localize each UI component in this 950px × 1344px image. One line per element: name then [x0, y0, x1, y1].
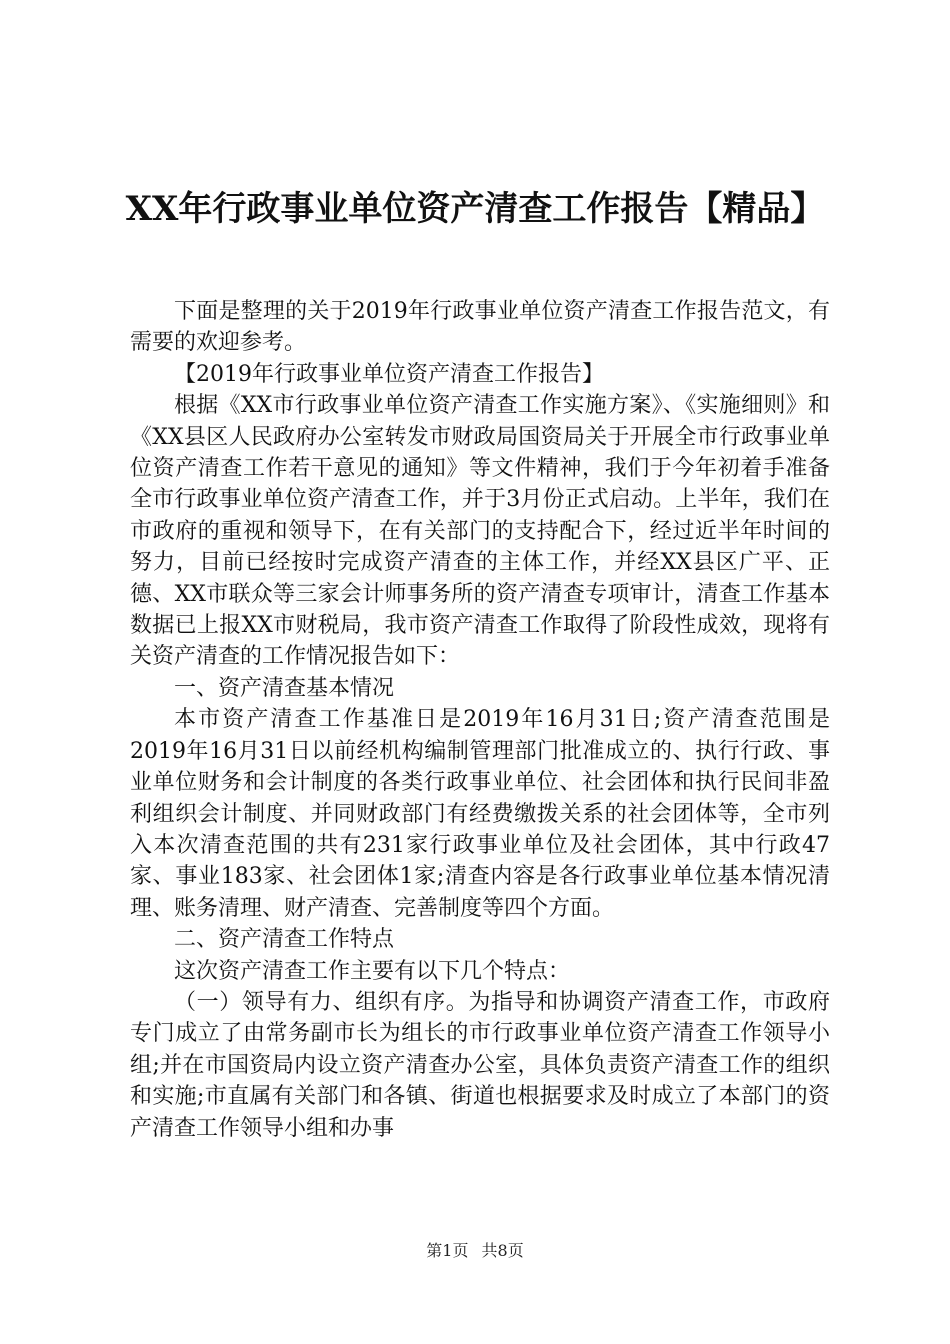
document-title: XX年行政事业单位资产清查工作报告【精品】 — [125, 189, 825, 229]
features-intro-paragraph: 这次资产清查工作主要有以下几个特点： — [174, 958, 571, 984]
report-heading: 【2019年行政事业单位资产清查工作报告】 — [174, 361, 604, 387]
background-paragraph: 根据《XX市行政事业单位资产清查工作实施方案》、《实施细则》和《XX县区人民政府办公室转发市财政局国资局关于开展全市行政事业单位资产清查工作若干意见的通知》等文件精神，我们于今年初着手准备全市行政事业单位资产清查工作，并于3月份正式启动。上半年，我们在市政府的重视和领导下，在有关部门的支持配合下，经过近半年时间的努力，目前已经按时完成资产清查的主体工作，并经XX县区广平、正德、XX市联众等三家会计师事务所的资产清查专项审计，清查工作基本数据已上报XX市财税局，我市资产清查工作取得了阶段性成效，现将有关资产清查的工作情况报告如下： — [130, 393, 830, 670]
page-number: 第1页 — [426, 1241, 469, 1260]
page-total: 共8页 — [481, 1241, 524, 1260]
document-body — [130, 296, 830, 1144]
section-heading-2: 二、资产清查工作特点 — [174, 927, 395, 953]
section-heading-1: 一、资产清查基本情况 — [174, 675, 395, 701]
feature-one-paragraph: （一）领导有力、组织有序。为指导和协调资产清查工作，市政府专门成立了由常务副市长为组长的市行政事业单位资产清查工作领导小组;并在市国资局内设立资产清查办公室，具体负责资产清查工作的组织和实施;市直属有关部门和各镇、街道也根据要求及时成立了本部门的资产清查工作领导小组和办事 — [130, 989, 830, 1141]
intro-paragraph: 下面是整理的关于2019年行政事业单位资产清查工作报告范文，有需要的欢迎参考。 — [130, 299, 830, 356]
scope-paragraph: 本市资产清查工作基准日是2019年16月31日;资产清查范围是2019年16月31日以前经机构编制管理部门批准成立的、执行行政、事业单位财务和会计制度的各类行政事业单位、社会团体和执行民间非盈利组织会计制度、并同财政部门有经费缴拨关系的社会团体等，全市列入本次清查范围的共有231家行政事业单位及社会团体，其中行政47家、事业183家、社会团体1家;清查内容是各行政事业单位基本情况清理、账务清理、财产清查、完善制度等四个方面。 — [130, 707, 830, 921]
page-footer — [0, 1241, 950, 1261]
